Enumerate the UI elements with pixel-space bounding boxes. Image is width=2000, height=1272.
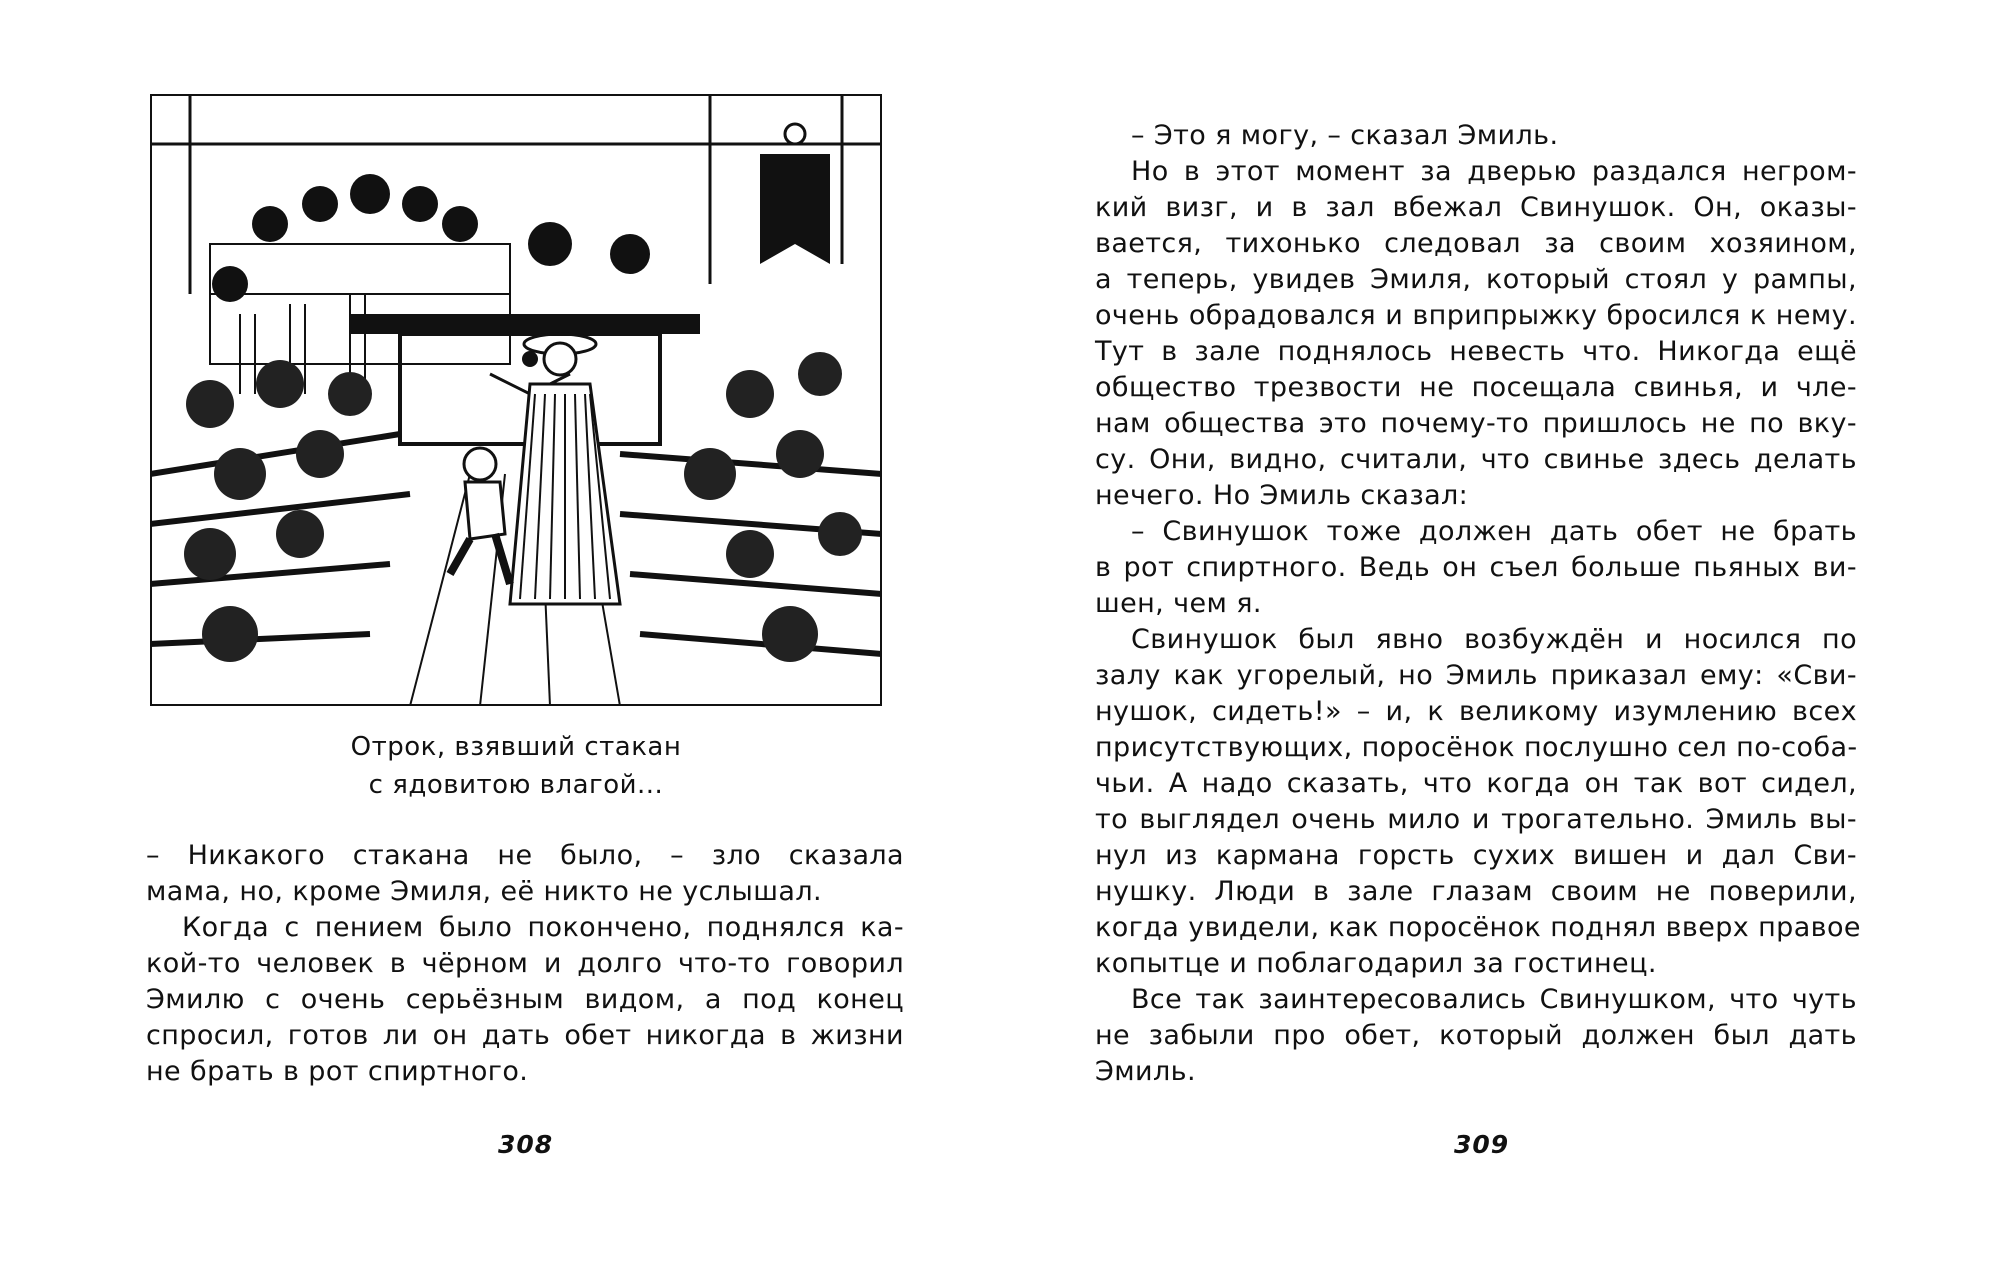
- left-body-text: [146, 838, 904, 1090]
- text-line: Все так заинтересовались Свинушком, что чуть: [1131, 984, 1857, 1015]
- text-line: не забыли про обет, который должен был дать: [1095, 1020, 1857, 1051]
- text-line: не брать в рот спиртного.: [146, 1056, 529, 1087]
- text-line: вается, тихонько следовал за своим хозяином,: [1095, 228, 1857, 259]
- text-line: нечего. Но Эмиль сказал:: [1095, 480, 1469, 511]
- text-line: шен, чем я.: [1095, 588, 1262, 619]
- text-line: – Никакого стакана не было, – зло сказала: [146, 840, 904, 871]
- text-line: общество трезвости не посещала свинья, и чле-: [1095, 372, 1857, 403]
- text-line: нул из кармана горсть сухих вишен и дал Сви-: [1095, 840, 1857, 871]
- text-line: чьи. А надо сказать, что когда он так вот сидел,: [1095, 768, 1857, 799]
- text-line: кой-то человек в чёрном и долго что-то говорил: [146, 948, 904, 979]
- text-line: в рот спиртного. Ведь он съел больше пьяных ви-: [1095, 552, 1857, 583]
- text-line: копытце и поблагодарил за гостинец.: [1095, 948, 1657, 979]
- caption-line: Отрок, взявший стакан: [350, 732, 682, 762]
- text-line: Эмиль.: [1095, 1056, 1196, 1087]
- text-line: когда увидели, как поросёнок поднял вверх правое: [1095, 912, 1861, 943]
- text-line: Тут в зале поднялось невесть что. Никогда ещё: [1095, 336, 1857, 367]
- illustration-caption: [150, 728, 882, 804]
- right-page: [1000, 0, 2000, 1272]
- page-number: 308: [498, 1130, 554, 1159]
- text-line: – Это я могу, – сказал Эмиль.: [1131, 120, 1559, 151]
- illustration-temperance-meeting: [150, 94, 882, 706]
- text-line: кий визг, и в зал вбежал Свинушок. Он, оказы-: [1095, 192, 1857, 223]
- text-line: Свинушок был явно возбуждён и носился по: [1131, 624, 1857, 655]
- text-line: нам общества это почему-то пришлось не по вку-: [1095, 408, 1857, 439]
- text-line: Эмилю с очень серьёзным видом, а под конец: [146, 984, 904, 1015]
- caption-line: с ядовитою влагой...: [368, 770, 664, 800]
- text-line: нушок, сидеть!» – и, к великому изумлению всех: [1095, 696, 1857, 727]
- text-line: нушку. Люди в зале глазам своим не поверили,: [1095, 876, 1857, 907]
- right-body-text: [1095, 118, 1861, 1090]
- text-line: Но в этот момент за дверью раздался негром-: [1131, 156, 1857, 187]
- text-line: спросил, готов ли он дать обет никогда в жизни: [146, 1020, 904, 1051]
- text-line: су. Они, видно, считали, что свинье здесь делать: [1095, 444, 1857, 475]
- text-line: мама, но, кроме Эмиля, её никто не услышал.: [146, 876, 822, 907]
- text-line: очень обрадовался и вприпрыжку бросился к нему.: [1095, 300, 1857, 331]
- text-line: то выглядел очень мило и трогательно. Эмиль вы-: [1095, 804, 1857, 835]
- text-line: залу как угорелый, но Эмиль приказал ему: «Сви-: [1095, 660, 1857, 691]
- text-line: а теперь, увидев Эмиля, который стоял у рампы,: [1095, 264, 1857, 295]
- text-line: присутствующих, поросёнок послушно сел по-соба-: [1095, 732, 1858, 763]
- text-line: – Свинушок тоже должен дать обет не брать: [1131, 516, 1857, 547]
- text-line: Когда с пением было покончено, поднялся ка-: [182, 912, 904, 943]
- page-number: 309: [1454, 1130, 1510, 1159]
